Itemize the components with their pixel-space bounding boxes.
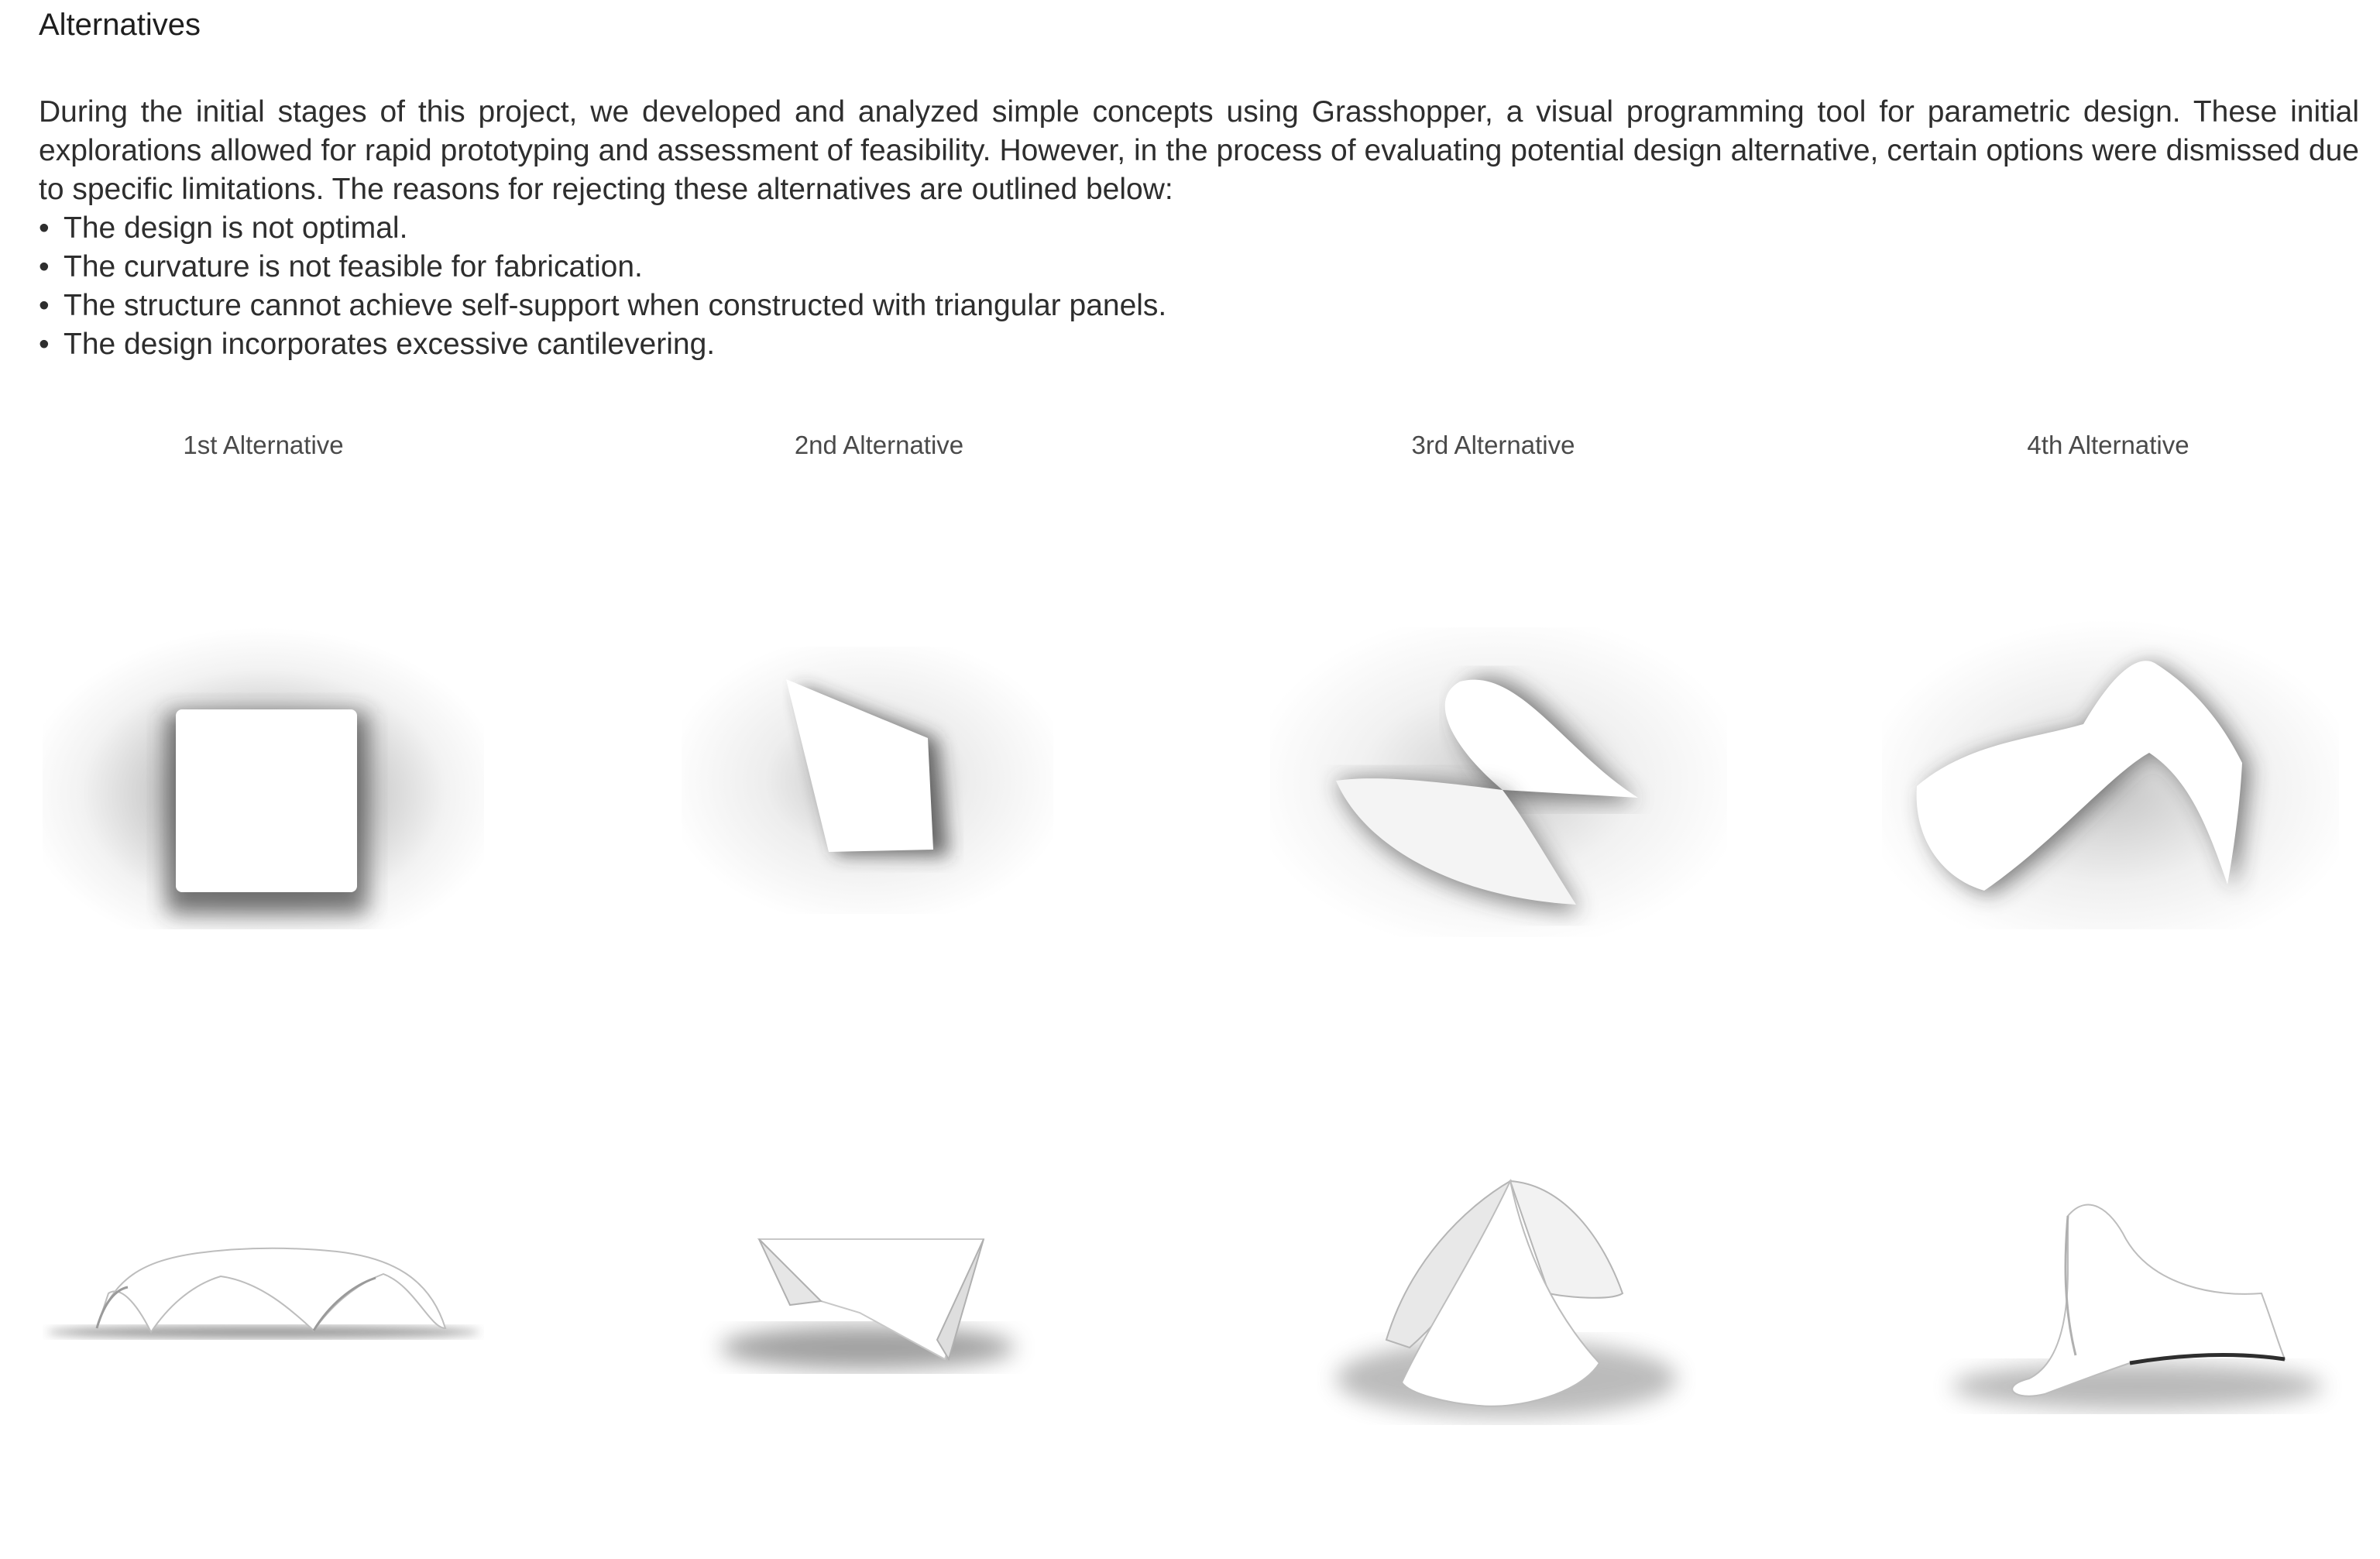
alternative-1-perspective-render xyxy=(43,1216,484,1355)
alternative-1-top-view-render xyxy=(43,627,484,929)
alternative-1-label: 1st Alternative xyxy=(183,431,344,459)
alternative-4-top-view-render xyxy=(1882,620,2339,929)
reason-item: • The curvature is not feasible for fabrication. xyxy=(39,248,1166,287)
alternative-2-top-view-render xyxy=(682,647,1053,914)
page-title: Alternatives xyxy=(39,8,201,42)
reasons-list xyxy=(39,209,1166,364)
alternative-2-label: 2nd Alternative xyxy=(794,431,964,459)
alternative-4-label: 4th Alternative xyxy=(2027,431,2189,459)
alternative-4-perspective-render xyxy=(1921,1177,2354,1417)
reason-item: • The structure cannot achieve self-support when constructed with triangular panels. xyxy=(39,287,1166,325)
alternative-3-label: 3rd Alternative xyxy=(1411,431,1575,459)
intro-paragraph: During the initial stages of this project, we developed and analyzed simple concepts using Grasshopper, a visual programming tool for parametric design. These initial explorations allowed for rapid prototyping and assessment of feasibility. However, in the process of evaluating potential design alternative, certain options were dismissed due to specific limitations. The reasons for rejecting these alternatives are outlined below: xyxy=(39,95,2359,206)
alternative-3-perspective-render xyxy=(1317,1162,1696,1425)
reason-item: • The design incorporates excessive cantilevering. xyxy=(39,325,1166,364)
reason-item: • The design is not optimal. xyxy=(39,209,1166,248)
alternative-3-top-view-render xyxy=(1270,627,1727,937)
alternative-2-perspective-render xyxy=(682,1224,1053,1386)
